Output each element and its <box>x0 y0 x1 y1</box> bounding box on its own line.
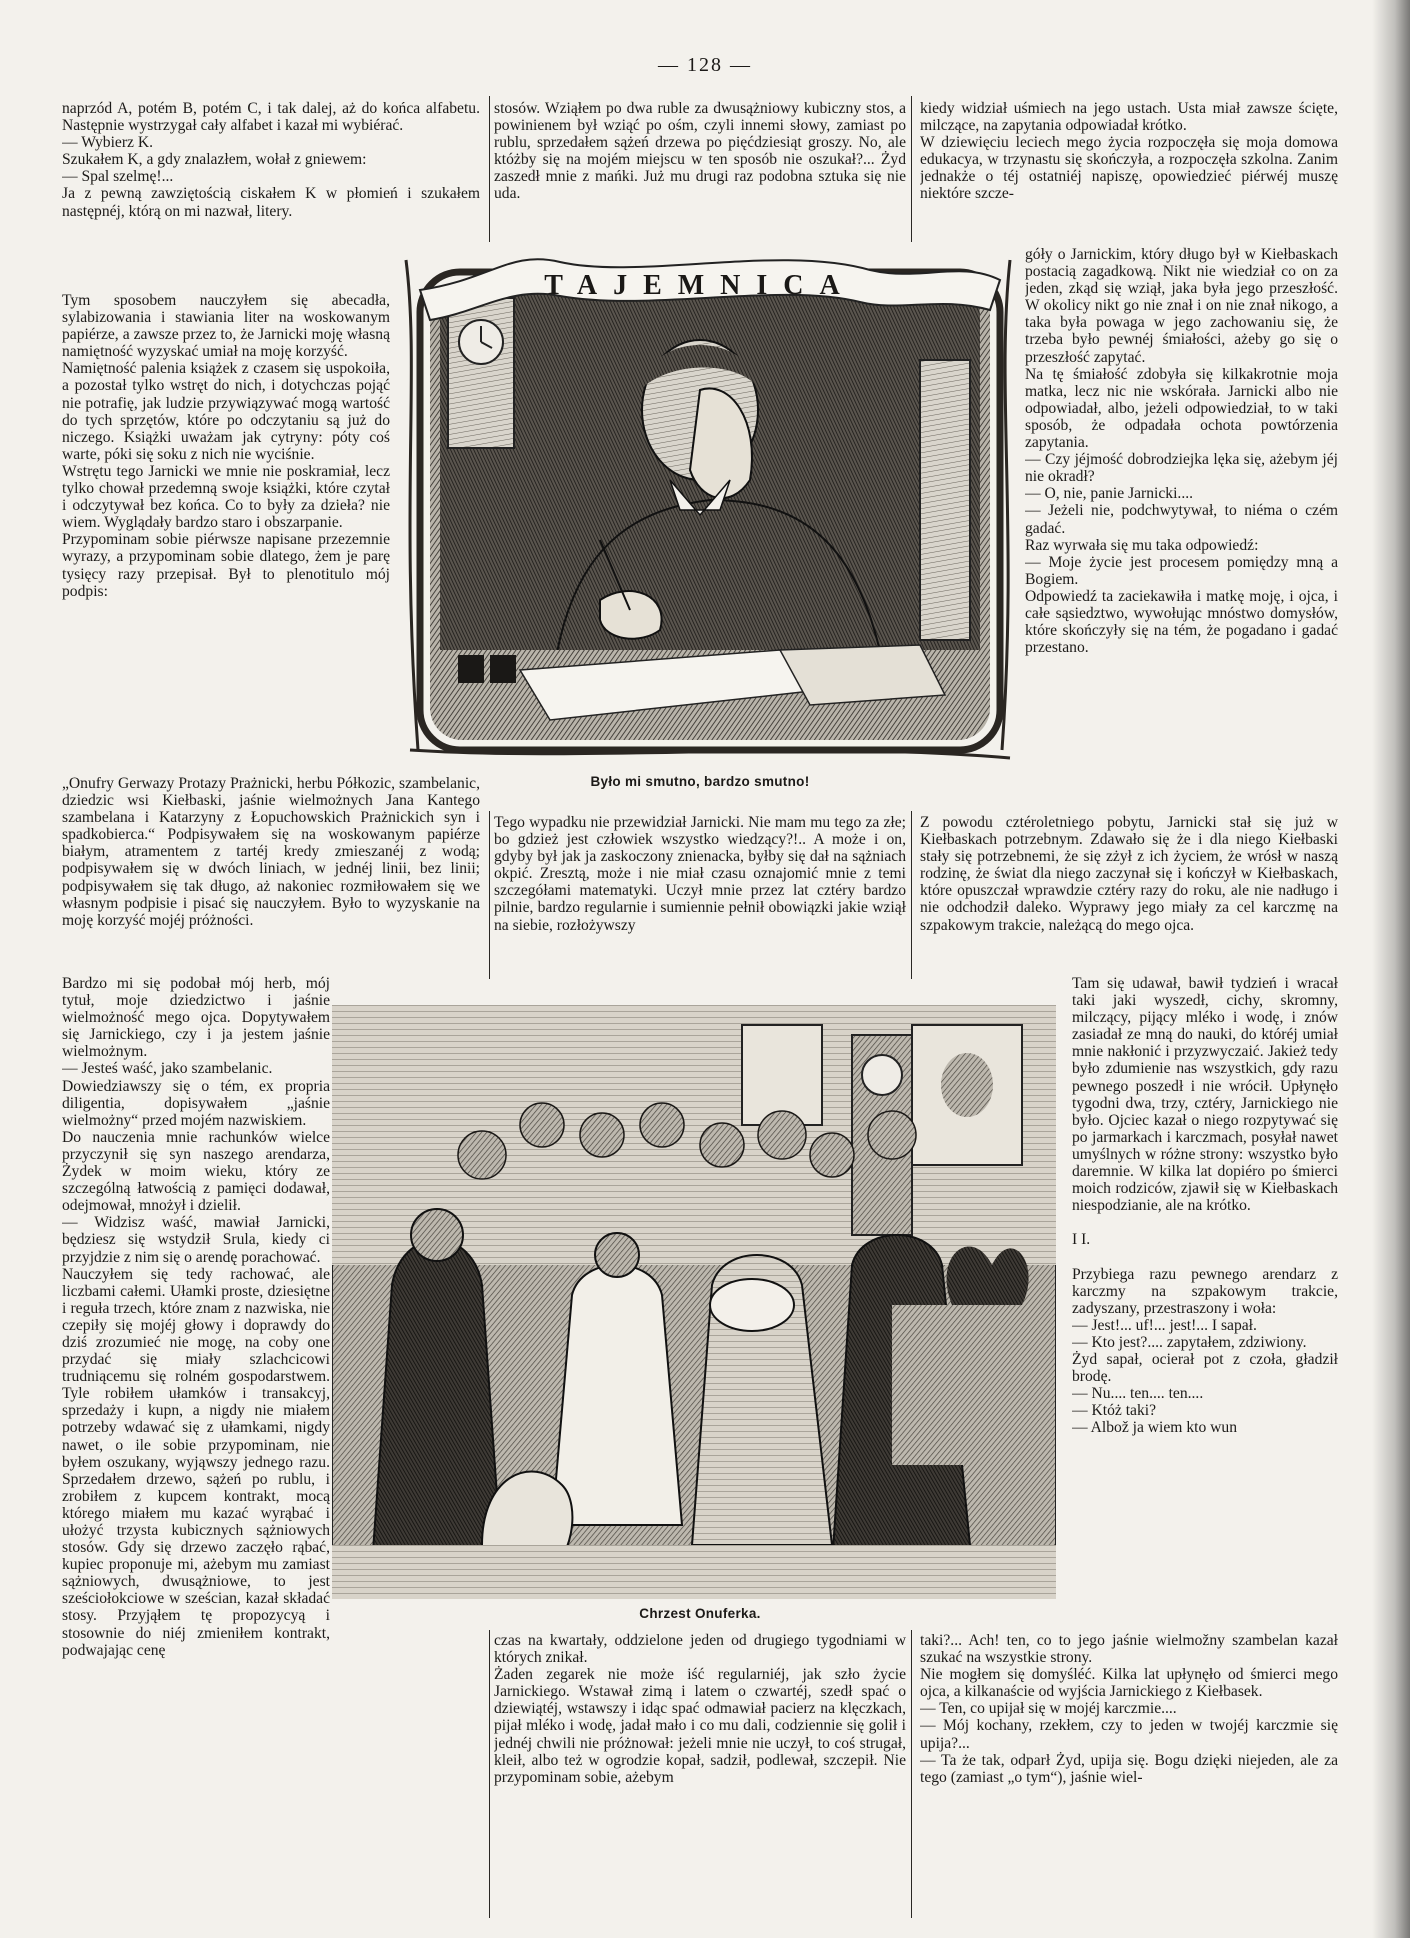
text-column-right-bottom: taki?... Ach! ten, co to jego jaśnie wielmožny szambelan kazał szukać na wszystkie strony. Nie mogłem się domyśléć. Kilka lat upłynęło od śmierci mego ojca, a kilkanaście od wyjścia Jarnickiego z Kiełbasek. — Ten, co upijał się w mojéj karczmie.... — Mój kochany, rzekłem, czy to jeden w twojéj karczmie się upija?... — Ta że tak, odparł Żyd, upija się. Bogu dzięki niejeden, ale za tego (zamiast „o tym“), jaśnie wiel- <box>920 1632 1338 1786</box>
column-rule <box>489 811 490 979</box>
illustration-baptism <box>332 1005 1056 1599</box>
text-column-top-right: kiedy widział uśmiech na jego ustach. Usta miał zawsze ścięte, milczące, na zapytania odpowiadał krótko. W dziewięciu leciech mego życia rozpoczęła się moja domowa edukacya, w trzynastu się skończyła, a rozpoczęła szkolna. Zanim jednakże o téj ostatniéj napiszę, opowiedzieć piérwéj muszę niektóre szcze- <box>920 100 1338 203</box>
illustration-caption-1: Było mi smutno, bardzo smutno! <box>590 774 810 789</box>
engraving-scholar <box>400 250 1020 768</box>
text-column-middle-bottom: czas na kwartały, oddzielone jeden od drugiego tygodniami w których znikał. Żaden zegarek nie może iść regularniéj, jak szło życie Jarnickiego. Wstawał zimą i latem o czwartéj, szedł spać o dziewiątéj, wstawszy i idąc spać odmawiał pacierz na klęczkach, pijał mléko i wodę, jadał mało i co mu dali, codziennie się golił i jednéj chwili nie próżnował: jeżeli mnie nie uczył, to coś strugał, kleił, albo też w ogrodzie kopał, sadził, podlewał, szczepił. Nie przypominam sobie, ażebym <box>494 1632 906 1786</box>
column-rule <box>911 96 912 242</box>
text-column-right-beside-lower-illustration: Tam się udawał, bawił tydzień i wracał taki jaki wyszedł, cichy, skromny, milczący, pijący mléko i wodę, i znów zasiadał ze mną do nauki, do któréj umiał mnie nakłonić i przyzwyczaić. Jakież tedy było zdumienie nas wszystkich, gdy razu pewnego poszedł i nie wrócił. Upłynęło tygodni dwa, trzy, cztéry, Jarnickiego nie było. Ojciec kazał o niego rozpytywać się po jarmarkach i karczmach, posyłał nawet umyślnych w różne strony: wszystko było daremnie. W kilka lat dopiéro po śmierci moich rodziców, zjawił się w Kiełbaskach niespodzianie, ale na krótko. I I. Przybiega razu pewnego arendarz z karczmy na szpakowym trakcie, zadyszany, przestraszony i woła: — Jest!... uf!... jest!... I sapał. — Kto jest?.... zapytałem, zdziwiony. Żyd sapał, ocierał pot z czoła, gładził brodę. — Nu.... ten.... ten.... — Któż taki? — Albož ja wiem kto wun <box>1072 975 1338 1437</box>
page-edge-shadow <box>1372 0 1410 1938</box>
column-rule <box>911 1630 912 1918</box>
text-column-left-beside-illustration: Tym sposobem nauczyłem się abecadła, sylabizowania i stawiania liter na woskowanym papiérze, a zawsze przez to, że Jarnicki moję własną namiętność wyzyskać umiał na moję korzyść. Namiętność palenia książek z czasem się uspokoiła, a pozostał tylko wstręt do nich, i dotychczas pojąć nie potrafię, jak ludzie przywiązywać mogą wartość do tych sprzętów, które po odczytaniu są już do niczego. Książki uważam jak cytryny: póty coś warte, póki się soku z nich nie wyciśnie. Wstrętu tego Jarnicki we mnie nie poskramiał, lecz tylko chował przedemną swoje książki, które czytał i odczytywał bez końca. Co to były za dzieła? nie wiem. Wyglądały bardzo staro i obszarpanie. Przypominam sobie piérwsze napisane przezemnie wyrazy, a przypominam sobie dlatego, żem je parę tysięcy razy przepisał. Był to plenotitulo mój podpis: <box>62 292 390 600</box>
engraving-baptism <box>332 1005 1056 1599</box>
column-rule <box>911 811 912 979</box>
text-column-right-beside-illustration: góły o Jarnickim, który długo był w Kiełbaskach postacią zagadkową. Nikt nie wiedział co on za jeden, zkąd się wziął, jaka była jego przeszłość. W okolicy nikt go nie znał i on nie znał nikogo, a taka była powaga w jego zachowaniu się, że trzeba było pewnéj śmiałości, ażeby go się o przeszłość zapytać. Na tę śmiałość zdobyła się kilkakrotnie moja matka, lecz nic nie wskórała. Jarnicki albo nie odpowiadał, albo, jeżeli odpowiedział, to w taki sposób, że odpadała ochota powtórzenia zapytania. — Czy jéjmość dobrodziejka lęka się, ażebym jéj nie okradł? — O, nie, panie Jarnicki.... — Jeżeli nie, podchwytywał, to niéma o czém gadać. Raz wyrwała się mu taka odpowiedź: — Moje życie jest procesem pomiędzy mną a Bogiem. Odpowiedź ta zaciekawiła i matkę moję, i ojca, i całe sąsiedztwo, wywołując mnóstwo domysłów, które skończyły się na tém, że pogadano i gadać przestano. <box>1025 246 1338 657</box>
text-column-left-bottom: Bardzo mi się podobał mój herb, mój tytuł, moje dziedzictwo i jaśnie wielmożność mego ojca. Dopytywałem się Jarnickiego, czy i ja jestem jaśnie wielmożnym. — Jesteś waść, jako szambelanic. Dowiedziawszy się o tém, ex propria diligentia, dopisywałem „jaśnie wielmożny“ przed mojém nazwiskiem. Do nauczenia mnie rachunków wielce przyczynił się syn naszego arendarza, Żydek w moim wieku, który ze szczególną łatwością z pamięci dodawał, odejmował, mnożył i dzielił. — Widzisz waść, mawiał Jarnicki, będziesz się wstydził Srula, kiedy ci przyjdzie z nim się o arendę porachować. Nauczyłem się tedy rachować, ale liczbami całemi. Ułamki proste, dziesiętne i reguła trzech, które znam z nazwiska, nie czepiły się mojéj głowy i doprawdy do dziś zrozumieć nie mogę, na coby one przydać się miały szlachcicowi trudniącemu się rolném gospodarstwem. Tyle robiłem ułamków i transakcyj, sprzedaży i kupn, a nigdy nie miałem potrzeby wdawać się z ułamkami, nigdy nawet, o ile sobie przypominam, nie byłem oszukany, wyjąwszy jednego razu. Sprzedałem drzewo, sążeń po rublu, i zrobiłem z kupcem kontrakt, mocą którego miałem mu kazać wyrąbać i ułożyć trzysta kubicznych sążniowych stosów. Gdy się drzewo zaczęło rąbać, kupiec proponuje mi, ażebym mu zamiast sążniowych, dwusążniowe, to jest sześciołokciowe w sześcian, kazał składać stosy. Przyjąłem tę propozycyą i stosownie do niéj zmieniłem kontrakt, podwajając cenę <box>62 975 330 1659</box>
text-column-middle-between-illustrations: Tego wypadku nie przewidział Jarnicki. Nie mam mu tego za złe; bo gdzież jest człowiek wszystko wiedzący?!.. A może i on, gdyby był jak ja zaskoczony znienacka, byłby się dał na sążniach okpić. Zresztą, może i nie miał czasu oznajomić mnie z temi szczegółami matematyki. Uczył mnie przez lat cztéry bardzo pilnie, bardzo regularnie i sumiennie pełnił obowiązki jakie wziął na siebie, rozłożywszy <box>494 814 906 934</box>
illustration-caption-2: Chrzest Onuferka. <box>639 1606 761 1621</box>
illustration-tajemnica <box>400 250 1020 768</box>
text-column-top-left: naprzód A, potém B, potém C, i tak dalej, aż do końca alfabetu. Następnie wystrzygał cały alfabet i kazał mi wybiérać. — Wybierz K. Szukałem K, a gdy znalazłem, wołał z gniewem: — Spal szelmę!... Ja z pewną zawziętością ciskałem K w płomień i szukałem następnéj, którą on mi nazwał, litery. <box>62 100 480 220</box>
banner-text: TAJEMNICA <box>544 270 856 301</box>
column-rule <box>489 96 490 242</box>
text-column-top-middle: stosów. Wziąłem po dwa ruble za dwusążniowy kubiczny stos, a powinienem był wziąć po ośm, czyli innemi słowy, zamiast po rublu, sprzedałem sążeń drzewa po pięćdziesiąt groszy. No, ale któżby się na mojém miejscu w ten sposób nie oszukał?... Żyd zaszedł mnie z mańki. Już mu drugi raz podobna sztuka się nie uda. <box>494 100 906 203</box>
text-column-right-full: Z powodu cztéroletniego pobytu, Jarnicki stał się już w Kiełbaskach potrzebnym. Zdawało się że i dla niego Kiełbaski stały się potrzebnemi, że się zżył z ich życiem, że wrósł w naszą rodzinę, że świat dla niego zaczynał się i kończył w Kiełbaskach, które opuszczał wprawdzie cztéry razy do roku, ale nie nadługo i nie odchodził daleko. Wyprawy jego miały za cel karczmę na szpakowym trakcie, należącą do mego ojca. <box>920 814 1338 934</box>
column-rule <box>489 1630 490 1918</box>
page-number: — 128 — <box>658 54 752 76</box>
text-column-left-full: „Onufry Gerwazy Protazy Prażnicki, herbu Półkozic, szambelanic, dziedzic wsi Kiełbaski, jaśnie wielmożnych Jana Kantego szambelana i Katarzyny z Łopuchowskich Prażnickich syn i spadkobierca.“ Podpisywałem się na woskowanym papiérze białym, atramentem z tartéj kredy zmieszanéj z wodą; podpisywałem się w dwóch liniach, w jednéj linii, bez linii; podpisywałem się tak długo, aż nakoniec rozmiłowałem się we własnym podpisie i pisać się nauczyłem. Było to wyzyskanie na moję korzyść mojéj próżności. <box>62 775 480 929</box>
